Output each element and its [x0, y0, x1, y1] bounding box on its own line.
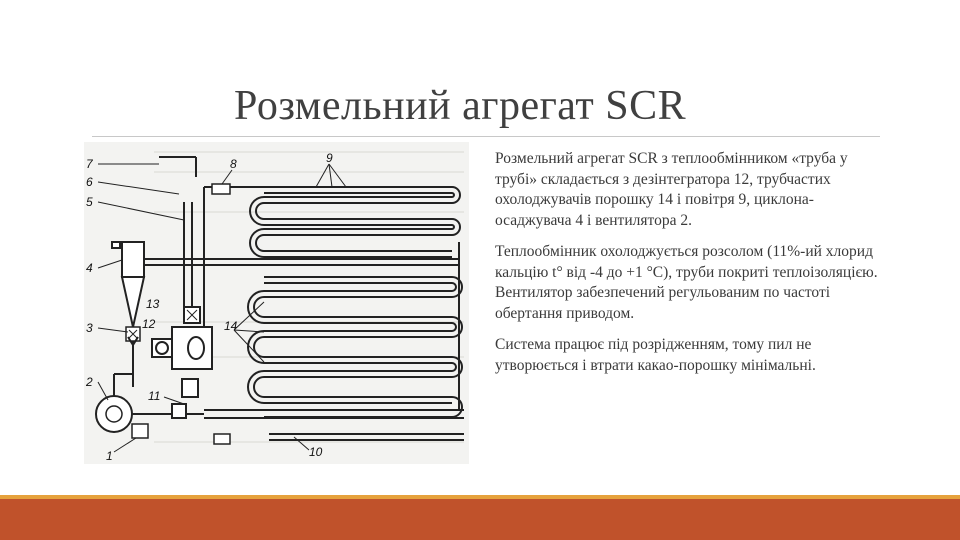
label-3: 3 [86, 321, 93, 335]
label-7: 7 [86, 157, 93, 171]
scr-diagram-drawing [84, 142, 469, 464]
label-6: 6 [86, 175, 93, 189]
paragraph-composition: Розмельний агрегат SCR з теплообмінником «труба у трубі» складається з дезінтегратора 12, трубчастих охолоджувачів порошку 14 і повітря 9, циклона-осаджувача 4 і вентилятора 2. [495, 150, 848, 229]
label-9: 9 [326, 151, 333, 165]
label-14: 14 [224, 319, 238, 333]
label-11: 11 [148, 389, 161, 403]
label-12: 12 [142, 317, 156, 331]
label-2: 2 [86, 375, 93, 389]
label-8: 8 [230, 157, 237, 171]
label-5: 5 [86, 195, 93, 209]
footer-bar [0, 499, 960, 540]
slide-body-text [495, 149, 885, 387]
label-10: 10 [309, 445, 323, 459]
title-divider [92, 136, 880, 137]
slide-title: Розмельний агрегат SCR [234, 83, 687, 129]
scr-diagram [84, 142, 469, 464]
paragraph-cooling: Теплообмінник охолоджується розсолом (11%-ий хлорид кальцію t° від -4 до +1 °С), труби покриті теплоізоляцією. Вентилятор забезпечений регульованим по частоті обертання приводом. [495, 243, 878, 322]
label-1: 1 [106, 449, 113, 463]
label-13: 13 [146, 297, 160, 311]
label-4: 4 [86, 261, 93, 275]
paragraph-vacuum: Система працює під розрідженням, тому пил не утворюється і втрати какао-порошку мінімальні. [495, 336, 816, 374]
